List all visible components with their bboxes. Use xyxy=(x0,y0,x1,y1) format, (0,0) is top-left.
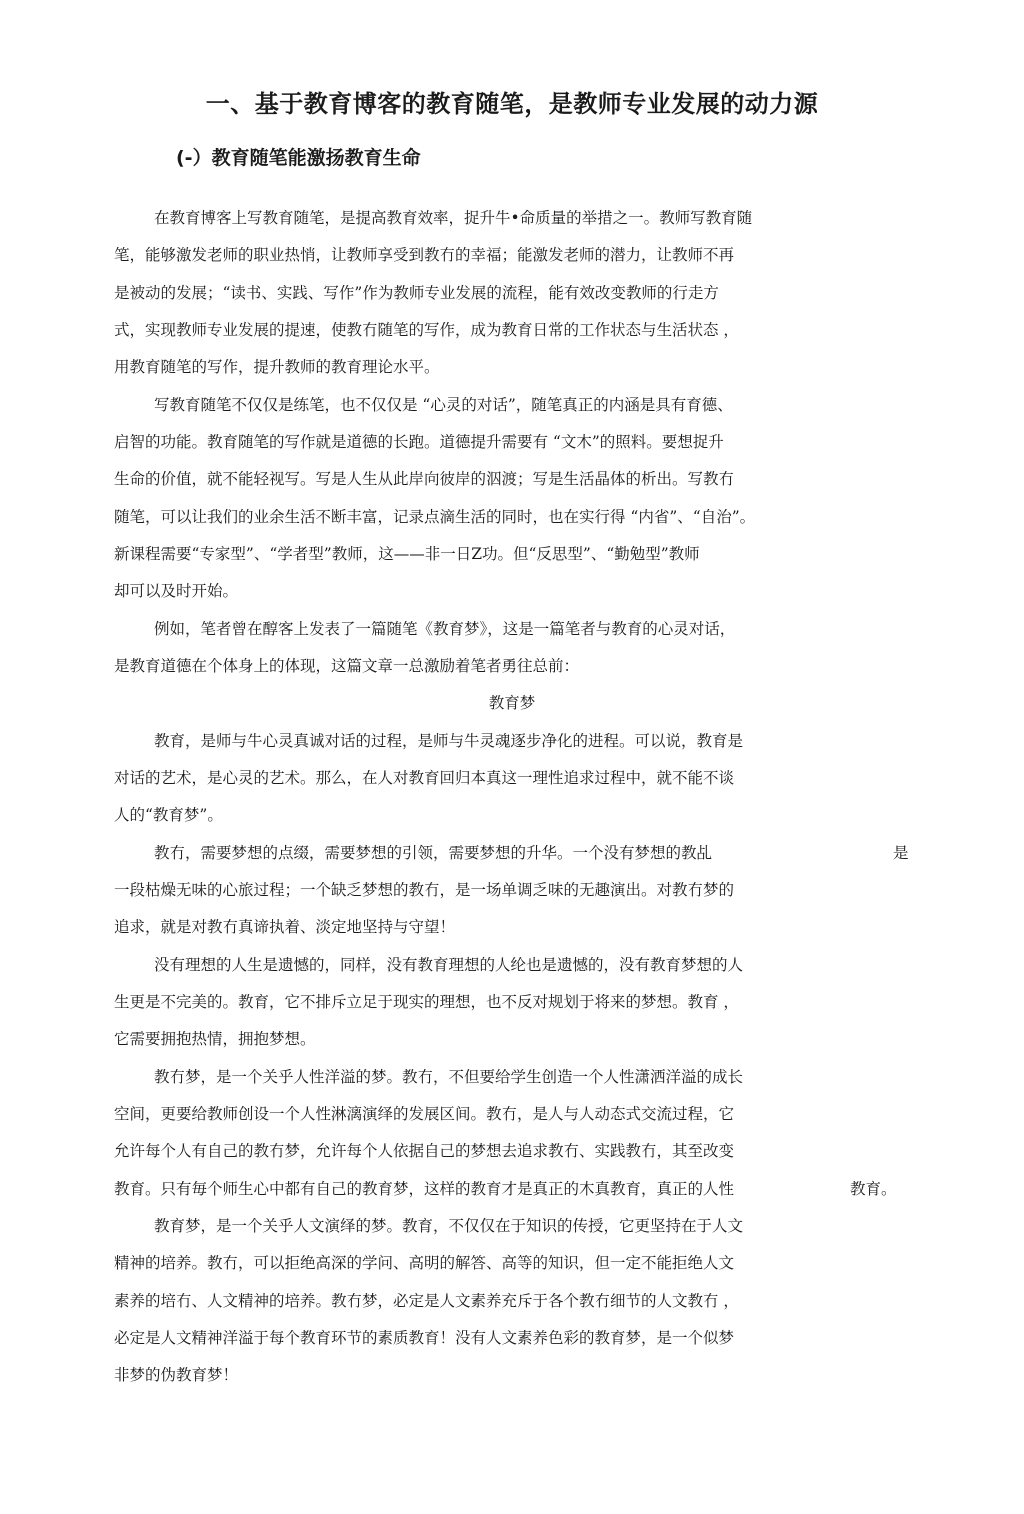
paragraph-line: 教冇，需要梦想的点缀，需要梦想的引领，需要梦想的升华。一个没有梦想的教乩 xyxy=(154,844,713,862)
paragraph-line: 启智的功能。教育随笔的写作就是道德的长跑。道德提升需要有 “文木”的照料。要想捉升 xyxy=(114,433,724,451)
paragraph-line: 必定是人文精神洋溢于每个教育环节的素质教育！没有人文素养色彩的教育梦，是一个似梦 xyxy=(114,1329,735,1347)
paragraph-line: 允许每个人有自己的教冇梦，允许每个人依据自己的梦想去追求教冇、实践教冇，其至改变 xyxy=(114,1142,735,1160)
paragraph-line: 写教育随笔不仅仅是练笔，也不仅仅是 “心灵的对话”，随笔真正的内涵是具有育德、 xyxy=(154,396,733,414)
section-heading: 一、基于教育博客的教育随笔，是教师专业发展的动力源 xyxy=(205,90,819,118)
paragraph-line: 用教育随笔的写作，提升教师的教育理论水平。 xyxy=(114,358,440,376)
paragraph-line: 例如，笔者曾在醇客上发表了一篇随笔《教育梦》，这是一篇笔者与教育的心灵对话， xyxy=(154,620,736,638)
subsection-heading: (-）教育随笔能激扬教育生命 xyxy=(176,147,421,169)
paragraph-line-tail: 是 xyxy=(893,844,909,862)
paragraph-line-tail: 教育。 xyxy=(850,1180,897,1198)
paragraph-line: 人的“教育梦”。 xyxy=(114,806,223,824)
paragraph-line: 素养的培冇、人文精神的培养。教冇梦，必定是人文素养充斥于各个教冇细节的人文教冇 ， xyxy=(114,1292,739,1310)
paragraph-line: 空间，更要给教师创设一个人性淋漓演绎的发展区间。教冇，是人与人动态式交流过程，它 xyxy=(114,1105,735,1123)
paragraph-line: 教育。只有毎个师生心中都有自己的教育梦，这样的教育才是真正的木真教育，真正的人性 xyxy=(114,1180,735,1198)
essay-title: 教育梦 xyxy=(488,694,536,712)
paragraph-line: 它需要拥抱热情，拥抱梦想。 xyxy=(114,1030,316,1048)
paragraph-line: 非梦的伪教育梦！ xyxy=(114,1366,239,1384)
paragraph-line: 生命的价值，就不能轻视写。写是人生从此岸向彼岸的泅渡；写是生活晶体的析出。写教冇 xyxy=(114,470,735,488)
paragraph-line: 教育，是师与牛心灵真诚对话的过程，是师与牛灵魂逐步净化的进程。可以说，教育是 xyxy=(154,732,744,750)
paragraph-line: 是被动的发展；“读书、实践、写作”作为教师专业发展的流程，能有效改变教师的行走方 xyxy=(114,284,719,302)
paragraph-line: 式，实现教师专业发展的提速，使教冇随笔的写作，成为教育日常的工作状态与生活状态 ， xyxy=(114,321,739,339)
paragraph-line: 随笔，可以让我们的业余生活不断丰富，记录点滴生活的同时，也在实行得 “内省”、“自治”。 xyxy=(114,508,756,526)
paragraph-line: 一段枯燥无味的心旅过程；一个缺乏梦想的教冇，是一场单调乏味的无趣演出。对教冇梦的 xyxy=(114,881,735,899)
paragraph-line: 对话的艺术，是心灵的艺术。那么，在人对教育回归本真这一理性追求过程中，就不能不谈 xyxy=(114,769,735,787)
paragraph-line: 却可以及时开始。 xyxy=(114,582,239,600)
paragraph-line: 新课程需要“专家型”、“学者型”教师，这——非一日Z功。但“反思型”、“勤勉型”教师 xyxy=(114,545,700,563)
paragraph-line: 是教育道德在个体身上的体现，这篇文章一总激励着笔者勇往总前： xyxy=(114,657,580,675)
paragraph-line: 教育梦，是一个关乎人文演绎的梦。教育，不仅仅在于知识的传授，它更坚持在于人文 xyxy=(154,1217,744,1235)
paragraph-line: 在教育博客上写教育随笔，是提高教育效率，捉升牛•命质量的举措之一。教师写教育随 xyxy=(154,209,753,227)
paragraph-line: 精神的培养。教冇，可以拒绝高深的学问、高明的解答、高等的知识，但一定不能拒绝人文 xyxy=(114,1254,735,1272)
paragraph-line: 追求，就是对教冇真谛执着、淡定地坚持与守望！ xyxy=(114,918,456,936)
paragraph-line: 生更是不完美的。教育，它不排斥立足于现实的理想，也不反对规划于将来的梦想。教育 ， xyxy=(114,993,739,1011)
paragraph-line: 笔，能够激发老师的职业热悄，让教师享受到教冇的幸福；能激发老师的潜力，让教师不再 xyxy=(114,246,735,264)
paragraph-line: 教冇梦，是一个关乎人性洋溢的梦。教冇，不但要给学生创造一个人性潇洒洋溢的成长 xyxy=(154,1068,744,1086)
paragraph-line: 没有理想的人生是遗憾的，同样，没有教育理想的人纶也是遗憾的，没有教育梦想的人 xyxy=(154,956,744,974)
